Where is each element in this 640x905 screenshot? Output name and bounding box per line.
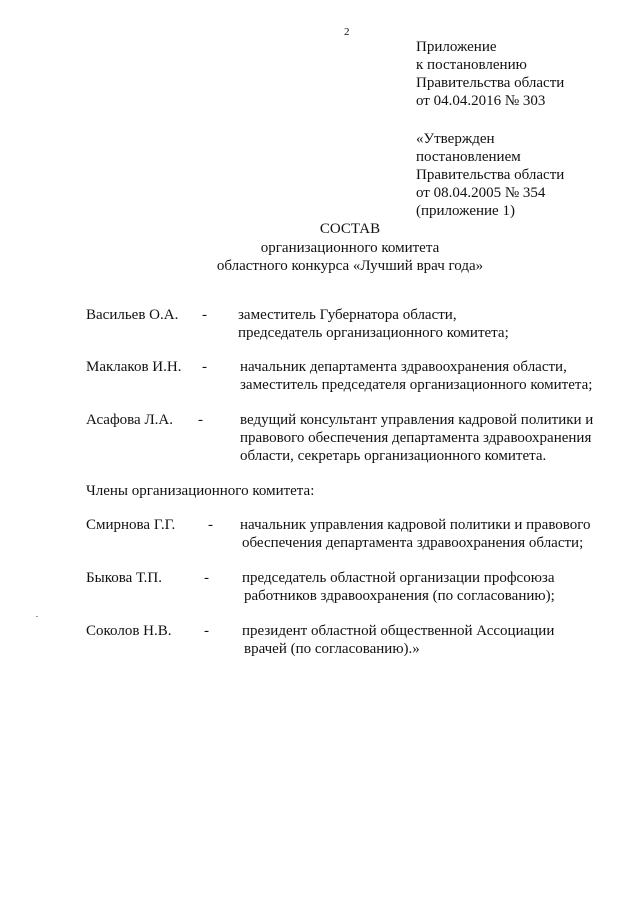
member-role-line: президент областной общественной Ассоциации [242,623,555,639]
member-role [242,569,555,605]
member-name: Маклаков И.Н. [86,359,182,375]
appendix-note-line: к постановлению [416,57,527,73]
dash-separator: - [208,517,213,533]
dash-separator: - [204,623,209,639]
member-role-line: начальник управления кадровой политики и правового [240,517,591,533]
member-role [240,411,612,465]
approval-note-line: «Утвержден [416,131,495,147]
appendix-note-line: Приложение [416,39,497,55]
dash-separator: - [202,359,207,375]
dash-separator: - [202,307,207,323]
member-name: Асафова Л.А. [86,412,173,428]
dash-separator: - [204,570,209,586]
member-name: Васильев О.А. [86,307,179,323]
member-name: Быкова Т.П. [86,570,163,586]
approval-note [416,130,626,220]
member-name: Смирнова Г.Г. [86,517,176,533]
title-line: областного конкурса «Лучший врач года» [216,258,484,274]
member-role-line: заместитель Губернатора области, [238,307,457,323]
member-role-line: врачей (по согласованию).» [244,641,420,657]
member-role [240,358,592,394]
member-role [242,622,554,658]
members-heading: Члены организационного комитета: [86,483,315,499]
title-line: организационного комитета [260,240,440,256]
appendix-note [416,38,616,110]
member-role-line: работников здравоохранения (по согласованию); [244,588,555,604]
scan-speck [36,616,38,617]
appendix-note-line: от 04.04.2016 № 303 [416,93,546,109]
title-line: СОСТАВ [319,221,381,237]
member-name: Соколов Н.В. [86,623,172,639]
member-role-line: обеспечения департамента здравоохранения области; [242,535,584,551]
document-title [180,220,520,275]
appendix-note-line: Правительства области [416,75,565,91]
member-role [240,516,591,552]
approval-note-line: постановлением [416,149,521,165]
member-role-line: председатель организационного комитета; [238,325,509,341]
member-role-line: правового обеспечения департамента здравоохранения [240,430,592,446]
member-role-line: заместитель председателя организационного комитета; [240,377,593,393]
member-role-line: области, секретарь организационного комитета. [240,448,547,464]
page-number: 2 [344,26,350,38]
member-role [238,306,509,342]
approval-note-line: (приложение 1) [416,203,515,219]
member-role-line: начальник департамента здравоохранения области, [240,359,567,375]
dash-separator: - [198,412,203,428]
approval-note-line: от 08.04.2005 № 354 [416,185,546,201]
approval-note-line: Правительства области [416,167,565,183]
member-role-line: председатель областной организации профсоюза [242,570,555,586]
member-role-line: ведущий консультант управления кадровой политики и [240,412,594,428]
